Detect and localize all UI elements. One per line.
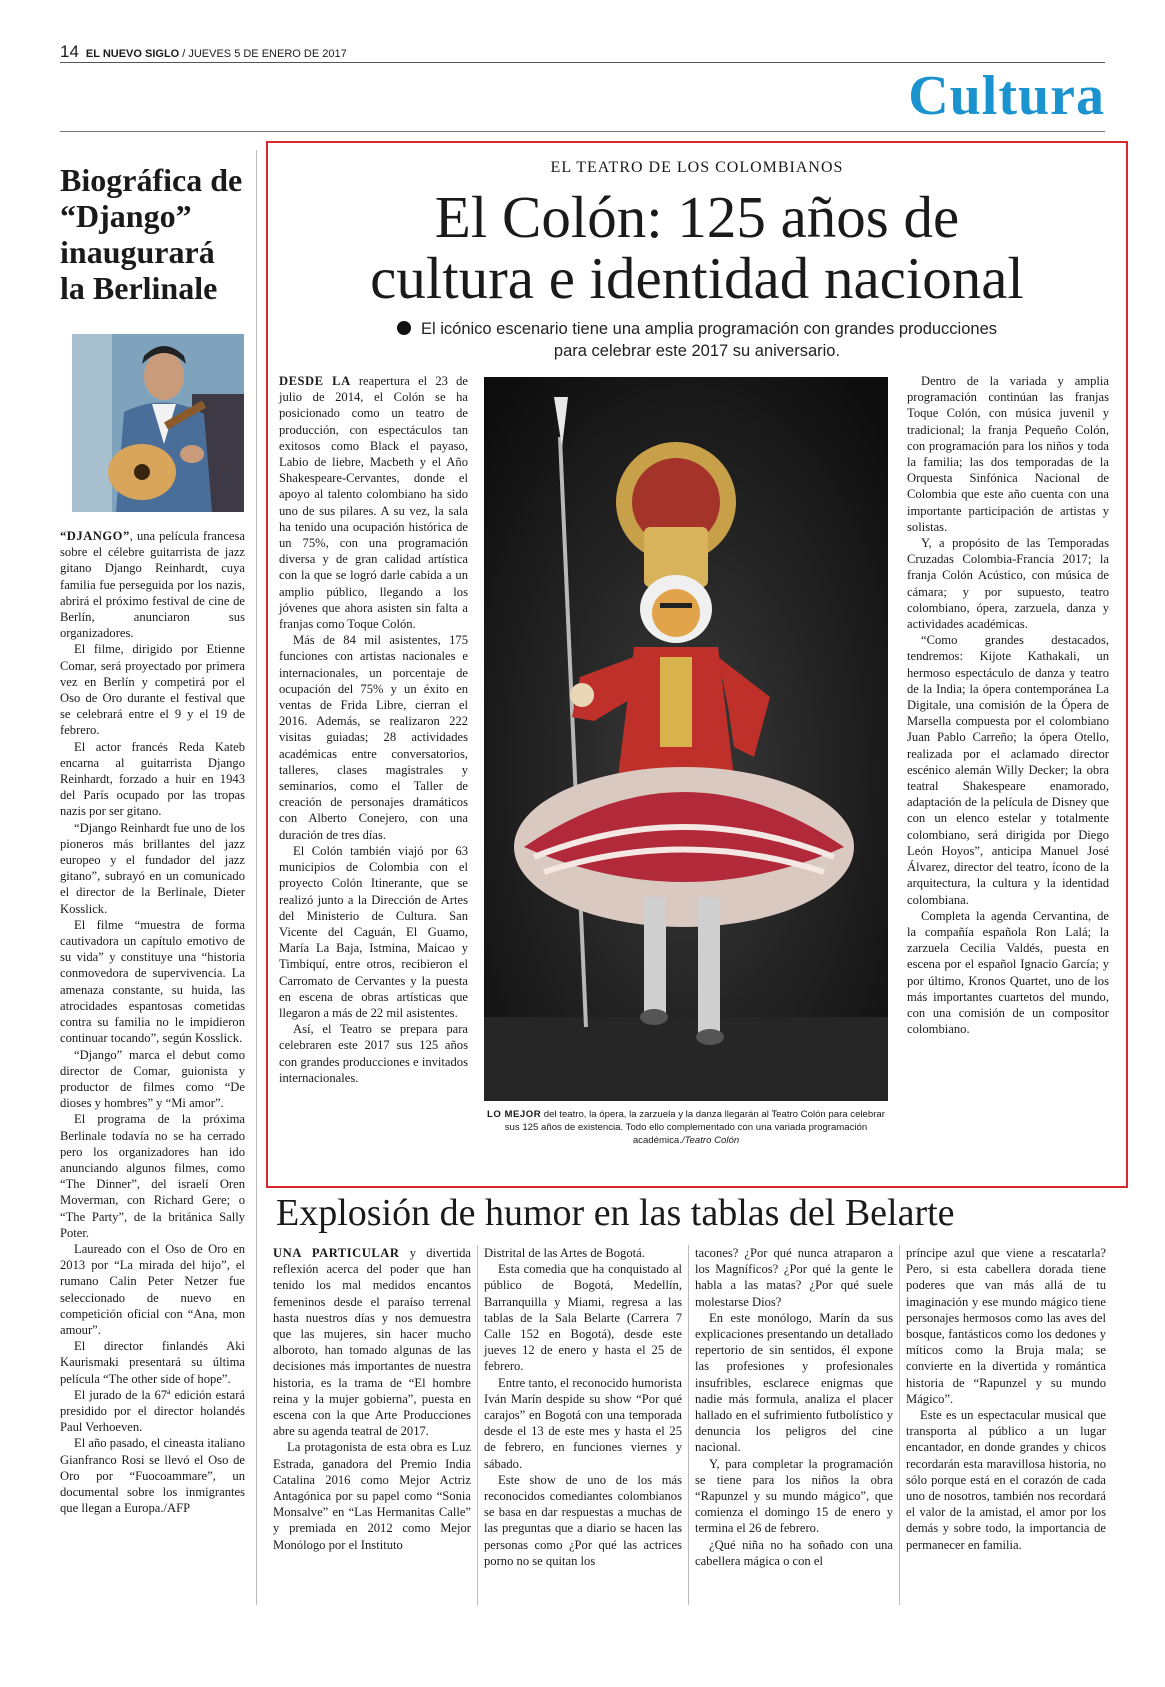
- photo-credit: /Teatro Colón: [681, 1135, 740, 1146]
- bottom-lead: UNA PARTICULAR: [273, 1246, 400, 1260]
- header-rule: [60, 62, 1105, 63]
- photo-caption: LO MEJOR del teatro, la ópera, la zarzuela y la danza llegarán al Teatro Colón para celebrar sus 125 años de existencia. Todo ello complementado con una variada programación académica./Teatro Colón: [487, 1109, 885, 1146]
- feature-paragraph: Completa la agenda Cervantina, de la compañía española Ron Lalá; la zarzuela Cecilia Valdés, puesta en escena por el español Ignacio García; y por último, Kronos Quartet, uno de los más importantes cuartetos del mundo, con una comisión de un compositor colombiano.: [907, 908, 1109, 1037]
- bottom-paragraph: Este show de uno de los más reconocidos comediantes colombianos se basa en dar respuestas a muchas de las preguntas que a diario se hacen las personas como ¿Por qué las actrices porno no se quitan los: [484, 1472, 682, 1568]
- feature-paragraph: El Colón también viajó por 63 municipios de Colombia con el proyecto Colón Itinerante, que se realizó junto a la Dirección de Artes del Ministerio de Cultura. San Vicente del Caguán, El Guamo, María La Baja, Istmina, Maicao y Timbiquí, entre otros, recibieron el Carromato de Cervantes y la puesta en escena de obras artísticas que llegaron a más de 22 mil asistentes.: [279, 843, 468, 1020]
- bottom-paragraph: En este monólogo, Marín da sus explicaciones presentando un detallado repertorio de sin sentidos, él expone las profesiones y profesionales insufribles, esclarece enigmas que nadie más formula, analiza el placer hallado en el sufrimiento futbolístico y denuncia los peligros del cine nacional.: [695, 1310, 893, 1455]
- bottom-headline: Explosión de humor en las tablas del Belarte: [276, 1192, 955, 1234]
- deck-line-1: El icónico escenario tiene una amplia programación con grandes producciones: [268, 318, 1126, 340]
- sidebar-paragraph: El actor francés Reda Kateb encarna al guitarrista Django Reinhardt, forzado a huir en 1943 del París ocupado por las tropas nazis por ser gitano.: [60, 739, 245, 819]
- feature-lead: DESDE LA: [279, 374, 351, 388]
- bottom-paragraph: Este es un espectacular musical que transporta al público a un lugar encantador, en donde grandes y chicos recordarán esta maravillosa historia, no sólo porque está en el corazón de cada uno de nosotros, también nos recordará el valor de la amistad, el amor por los demás y sobre todo, la importancia de permanecer en familia.: [906, 1408, 1106, 1552]
- feature-paragraph: “Como grandes destacados, tendremos: Kijote Kathakali, un hermoso espectáculo de danza y teatro de la India; la ópera contemporánea La Digitale, una comisión de la Ópera de Marsella compuesta por el colombiano Juan Pablo Carreño; la ópera Otello, realizada por el aclamado director escénico alemán Willy Decker; la obra teatral Shakespeare enamorado, adaptación de la película de Disney que con un elenco estelar y totalmente colombiano, será dirigida por Diego León Hoyos”, anticipa Manuel José Álvarez, director del teatro, ícono de la arquitectura, la cultura y la identidad colombiana.: [907, 633, 1109, 907]
- guitarist-illustration: [72, 334, 244, 512]
- sidebar-lead: “DJANGO”: [60, 529, 130, 543]
- bottom-paragraph: UNA PARTICULAR y divertida reflexión acerca del poder que han tenido los mal medidos encantos femeninos desde el paraíso terrenal hasta nuestros días y nos demuestra que las mujeres, sin hacer mucho alboroto, han tomado algunas de las decisiones más importantes de nuestra historia, es la trama de “El hombre reina y la mujer gobierna”, puesta en escena con la que Arte Producciones abre su agenda teatral de 2017.: [273, 1246, 472, 1439]
- bottom-column-rule-3: [899, 1245, 900, 1605]
- feature-deck: [268, 318, 1126, 362]
- sidebar-headline: Biográfica de “Django” inaugurará la Berlinale: [60, 162, 243, 306]
- feature-paragraph: Así, el Teatro se prepara para celebraren este 2017 sus 125 años con grandes producciones e invitados internacionales.: [279, 1022, 468, 1085]
- sidebar-paragraph: “Django Reinhardt fue uno de los pioneros más brillantes del jazz europeo y el fundador del jazz gitano”, subrayó en un comunicado el director de la Berlinale, Dieter Kosslick.: [60, 820, 245, 916]
- bottom-column-2: [484, 1245, 682, 1569]
- kathakali-photo: [484, 377, 888, 1101]
- sidebar-paragraph: El filme, dirigido por Etienne Comar, será proyectado por primera vez en Berlín y competirá por el Oso de Oro durante el festival que se celebrará entre el 9 y el 19 de febrero.: [60, 642, 245, 738]
- section-title: Cultura: [908, 65, 1105, 127]
- django-photo: [72, 334, 244, 512]
- deck-line-2: para celebrar este 2017 su aniversario.: [553, 342, 841, 360]
- bottom-column-rule-2: [688, 1245, 689, 1605]
- bottom-paragraph: Esta comedia que ha conquistado al público de Bogotá, Medellín, Barranquilla y Miami, regresa a las tablas de la Sala Belarte (Carrera 7 Calle 152 en Bogotá), desde este jueves 12 de enero y hasta el 25 de febrero.: [484, 1262, 682, 1374]
- bottom-paragraph: ¿Qué niña no ha soñado con una cabellera mágica o con el: [695, 1537, 893, 1568]
- sidebar-paragraph: “DJANGO”, una película francesa sobre el célebre guitarrista de jazz gitano Django Reinhardt, cuya familia fue perseguida por los nazis, abrirá el próximo festival de cine de Berlín, anunciaron sus organizadores.: [60, 529, 245, 641]
- feature-headline-line-2: cultura e identidad nacional: [370, 245, 1024, 311]
- sidebar-paragraph: El filme “muestra de forma cautivadora un capítulo emotivo de su vida” y constituye una “historia conmovedora de supervivencia. La amenaza constante, su huida, las atrocidades espantosas cometidas contra su familia no le impidieron continuar tocando”, según Kosslick.: [60, 917, 245, 1046]
- feature-paragraph: Y, a propósito de las Temporadas Cruzadas Colombia-Francia 2017; la franja Colón Acústico, con música de cámara; y por supuesto, teatro colombiano, ópera, zarzuela, danza y actividades académicas.: [907, 536, 1109, 632]
- bottom-column-1: [273, 1245, 471, 1553]
- bottom-paragraph: Y, para completar la programación se tiene para los niños la obra “Rapunzel y su mundo mágico”, que comienza el domingo 15 de enero y termina el 26 de febrero.: [695, 1456, 893, 1536]
- feature-paragraph: Dentro de la variada y amplia programación continúan las franjas Toque Colón, con música juvenil y tradicional; la franja Pequeño Colón, con programación para los niños y toda la familia; las dos temporadas de la Orquesta Sinfónica Nacional de Colombia que este año cuenta con una importante participación de artistas y solistas.: [907, 374, 1109, 534]
- bottom-column-3: [695, 1245, 893, 1569]
- bottom-paragraph: príncipe azul que viene a rescatarla? Pero, si esta cabellera dorada tiene poderes que van más allá de tu imaginación y ese mundo mágico tiene personajes hermosos como las aves del bosque, fantásticos como los dedones y míticos como la Bruja mala; se convierte en la divertida y romántica historia de “Rapunzel y su mundo Mágico”.: [906, 1246, 1106, 1406]
- sidebar-paragraph: El jurado de la 67ª edición estará presidido por el director holandés Paul Verhoeven.: [60, 1387, 245, 1435]
- sidebar-paragraph: Laureado con el Oso de Oro en 2013 por “La mirada del hijo”, el rumano Calin Peter Netzer fue seleccionado de nuevo en competición oficial con “Ana, mon amour”.: [60, 1241, 245, 1337]
- bottom-paragraph: La protagonista de esta obra es Luz Estrada, ganadora del Premio India Catalina 2016 como Mejor Actriz Antagónica por su papel como “Sonia Monsalve” en “Las Hermanitas Calle” y premiada en 2012 como Mejor Monólogo por el Instituto: [273, 1440, 471, 1552]
- sidebar-paragraph: “Django” marca el debut como director de Comar, guionista y productor de filmes como “De dioses y hombres” y “Mi amor”.: [60, 1047, 245, 1111]
- sidebar-paragraph: El año pasado, el cineasta italiano Gianfranco Rosi se llevó el Oso de Oro por “Fuocoammare”, un documental sobre los inmigrantes que llegan a Europa./AFP: [60, 1436, 245, 1516]
- feature-column-3: [907, 373, 1109, 1037]
- bullet-icon: [397, 321, 411, 335]
- sidebar-body: [60, 528, 245, 1516]
- sidebar-paragraph: El programa de la próxima Berlinale todavía no se ha cerrado pero los organizadores han ido anunciando algunos filmes, como “The Dinner”, del israelí Oren Moverman, con Richard Gere; o “The Party”, de la británica Sally Poter.: [60, 1112, 245, 1240]
- sidebar-column-rule: [256, 150, 257, 1605]
- bottom-paragraph: Distrital de las Artes de Bogotá.: [484, 1246, 645, 1260]
- page-number: 14: [60, 42, 79, 61]
- feature-column-1: [279, 373, 468, 1086]
- page-folio: [60, 42, 480, 62]
- feature-paragraph: DESDE LA reapertura el 23 de julio de 2014, el Colón se ha posicionado como un teatro de producción, con espectáculos tan exitosos como Black el payaso, Labio de liebre, Macbeth y el Año Shakespeare-Cervantes, donde el apoyo al talento colombiano ha sido uno de sus pilares. A su vez, la sala ha tenido una ocupación histórica de un 75%, con una programación diversa y de gran calidad artística con la que se logró darle cabida a un amplio público, llegando a los jóvenes que ahora asisten sin falta a franjas como Toque Colón.: [279, 374, 468, 632]
- bottom-paragraph: tacones? ¿Por qué nunca atraparon a los Magníficos? ¿Por qué la gente le habla a las matas? ¿Por qué suele molestarse Dios?: [695, 1246, 893, 1309]
- bottom-paragraph: Entre tanto, el reconocido humorista Iván Marín despide su show “Por qué carajos” en Bogotá con una temporada desde el 13 de este mes y hasta el 25 de febrero, en funciones viernes y sábado.: [484, 1375, 682, 1471]
- bottom-column-rule-1: [477, 1245, 478, 1605]
- section-rule: [60, 131, 1105, 132]
- caption-lead: LO MEJOR: [487, 1109, 542, 1120]
- sidebar-paragraph: El director finlandés Aki Kaurismaki presentará su última película “The other side of hope”.: [60, 1339, 245, 1386]
- feature-kicker: EL TEATRO DE LOS COLOMBIANOS: [550, 159, 844, 176]
- issue-date: / JUEVES 5 DE ENERO DE 2017: [182, 48, 347, 60]
- dancer-illustration: [484, 377, 888, 1101]
- bottom-column-4: [906, 1245, 1106, 1553]
- feature-paragraph: Más de 84 mil asistentes, 175 funciones con artistas nacionales e internacionales, un porcentaje de ocupación del 75% y un éxito en ventas de Frida Libre, cierran el 2016. Además, se realizaron 222 visitas guiadas; 28 actividades académicas entre conversatorios, talleres, clases magistrales y seminarios, como el Taller de creación de personajes dramáticos con Alberto Conejero, con una duración de tres días.: [279, 633, 468, 842]
- feature-headline-line-1: El Colón: 125 años de: [434, 184, 960, 250]
- paper-name: EL NUEVO SIGLO: [85, 48, 180, 60]
